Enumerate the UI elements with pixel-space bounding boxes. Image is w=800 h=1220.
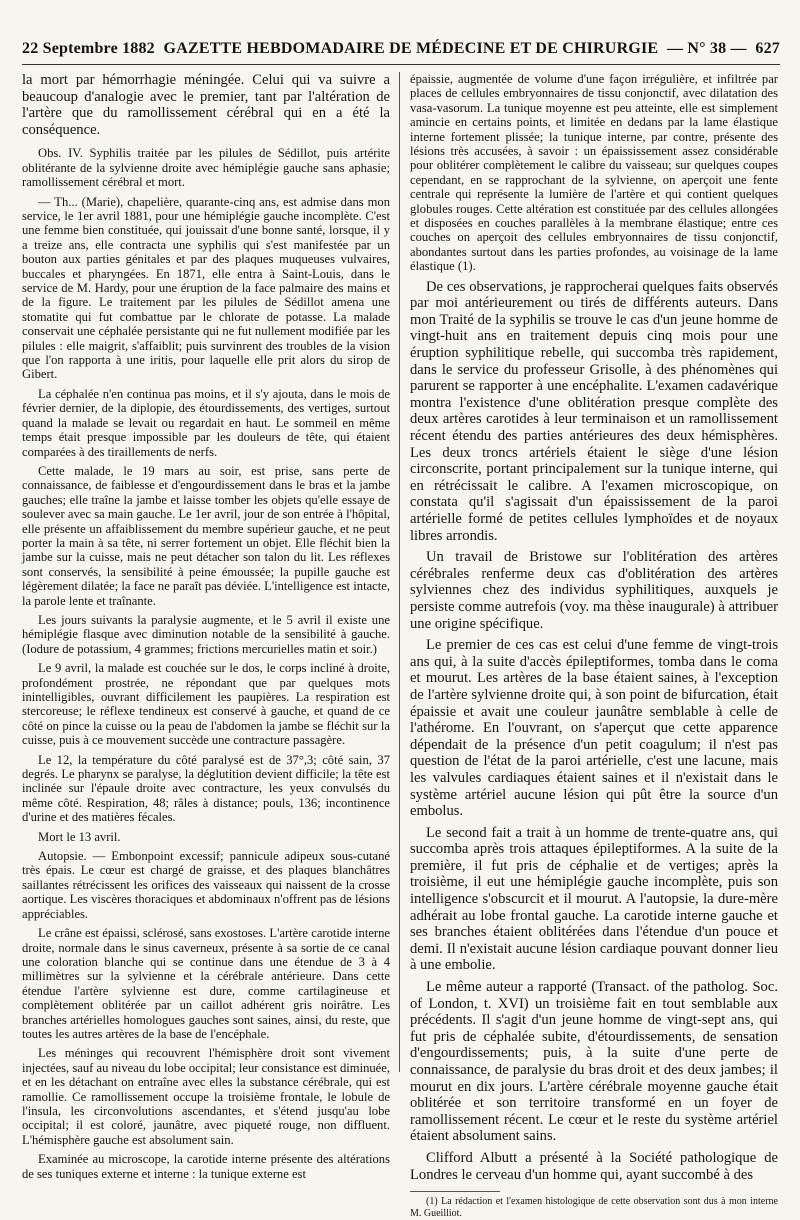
paragraph: Le 9 avril, la malade est couchée sur le dos, le corps incliné à droite, profondément prostrée, ne répondant que par quelques mots inintelligibles, ouvrant difficilement les paupières. La respiration est stercoreuse; le réflexe tendineux est conservé à gauche, et quand de ce côté on pince la cuisse ou la peau de l'abdomen la jambe se fléchit sur la cuisse, puis à ce mouvement succède une contracture passagère. <box>22 661 390 748</box>
paragraph: Le second fait a trait à un homme de trente-quatre ans, qui succomba après trois attaques épileptiformes. A la suite de la première, il fut pris de céphalie et de vertiges; après la troisième, il eut une hémiplégie gauche incomplète, puis son intelligence s'obscurcit et il mourut. A l'autopsie, la dure-mère adhérait au lobe frontal gauche. La carotide interne gauche et ses branches étaient oblitérées dans l'étendue d'un pouce et demi. Il n'existait aucune lésion cardiaque pouvant donner lieu à une embolie. <box>410 824 778 974</box>
header-date: 22 Septembre 1882 <box>22 40 155 57</box>
paragraph: Les jours suivants la paralysie augmente, et le 5 avril il existe une hémiplégie flasque avec diminution notable de la sensibilité à gauche. (Iodure de potassium, 4 grammes; frictions mercurielles matin et soir.) <box>22 612 390 656</box>
column-divider <box>399 72 400 1072</box>
paragraph: Les méninges qui recouvrent l'hémisphère droit sont vivement injectées, sauf au niveau du lobe occipital; leur consistance est diminuée, et en les détachant on entraîne avec elles la substance cérébrale, qui est ramollie. Ce ramollissement occupe la troisième frontale, le lobule de l'insula, les circonvolutions ascendantes, et s'étend jusqu'au lobe occipital; il est coloré, jaunâtre, avec piqueté rouge, non diffluent. L'hémisphère gauche est absolument sain. <box>22 1046 390 1147</box>
paragraph: Le 12, la température du côté paralysé est de 37°,3; côté sain, 37 degrés. Le pharynx se paralyse, la déglutition devient difficile; la tête est inclinée sur l'épaule droite avec contracture, les yeux convulsés du même côté. Respiration, 48; râles à distance; pouls, 136; incontinence d'urine et des matières fécales. <box>22 752 390 825</box>
header-issue: — N° 38 — <box>666 40 747 57</box>
footnote-rule <box>410 1191 500 1192</box>
paragraph: Un travail de Bristowe sur l'oblitération des artères cérébrales renferme deux cas d'oblitération des artères sylviennes chez des individus syphilitiques, auxquels je persiste comme autrefois (voy. ma thèse inaugurale) à attribuer une origine spécifique. <box>410 549 778 632</box>
paragraph: La céphalée n'en continua pas moins, et il s'y ajouta, dans le mois de février dernier, de la diplopie, des étourdissements, des vertiges, surtout quand la malade se levait ou regardait en haut. Le sommeil en même temps était presque impossible par les douleurs de tête, qui étaient comparées à des tiraillements de nerfs. <box>22 386 390 459</box>
right-column <box>410 72 778 1220</box>
paragraph: Le premier de ces cas est celui d'une femme de vingt-trois ans qui, à la suite d'accès épileptiformes, tomba dans le coma et mourut. Les artères de la base étaient saines, à l'exception de l'artère sylvienne droite qui, à son point de bifurcation, était épaissie et avait une couleur jaunâtre semblable à celle de l'athérome. En l'ouvrant, on s'aperçut que cette apparence dépendait de la présence d'un petit coagulum; il n'est pas question de l'état de la paroi artérielle, c'est une lacune, mais les valvules cardiaques étaient saines et il n'existait dans le système artériel aucune lésion qui pût être la source d'un embolus. <box>410 637 778 820</box>
paragraph: Le crâne est épaissi, sclérosé, sans exostoses. L'artère carotide interne droite, normale dans le sinus caverneux, présente à sa sortie de ce canal une coloration blanche qui se continue dans une étendue de 3 à 4 millimètres sur la sylvienne et la cérébrale antérieure. Dans cette étendue l'artère sylvienne est dure, comme cartilagineuse et complètement oblitérée par un caillot adhérent gris noirâtre. Les branches artérielles homologues gauches sont saines, ainsi, du reste, que toutes les autres artères de la base de l'encéphale. <box>22 926 390 1041</box>
paragraph: Mort le 13 avril. <box>38 829 121 844</box>
header-rule <box>22 64 780 65</box>
observation-title: Obs. IV. Syphilis traitée par les pilules de Sédillot, puis artérite oblitérante de la sylvienne droite avec hémiplégie gauche sans aphasie; ramollissement cérébral et mort. <box>22 146 390 190</box>
paragraph: épaissie, augmentée de volume d'une façon irrégulière, et infiltrée par places de cellules embryonnaires de tissu conjonctif, avec dilatation des vasa-vasorum. La tunique moyenne est peu atteinte, elle est simplement amincie en certains points, et limitée en dedans par la lame élastique interne fortement plissée; la tunique interne, par contre, présente des lésions très accusées, à savoir : un épaississement assez considérable pour oblitérer complètement le calibre du vaisseau; sur quelques coupes cependant, en se rapprochant de la sylvienne, on aperçoit une fente centrale qui représente la lumière de l'artère et qui contient quelques globules rouges. Cette altération est constituée par des cellules allongées et disposées en couches parallèles à la membrane élastique; entre ces couches on aperçoit des cellules embryonnaires de tissu conjonctif, abondantes surtout dans les parties profondes, au voisinage de la lame élastique (1). <box>410 72 778 274</box>
paragraph: Autopsie. — Embonpoint excessif; pannicule adipeux sous-cutané très épais. Le cœur est chargé de graisse, et des plaques blanchâtres saillantes rétrécissent les orifices des vaisseaux qui naissent de la crosse aortique. Les viscères thoraciques et abdominaux n'offrent pas de lésions appréciables. <box>22 849 390 921</box>
intro-paragraph: la mort par hémorrhagie méningée. Celui qui va suivre a beaucoup d'analogie avec le premier, tant par l'altération de l'artère que du ramollissement cérébral qui en a été la conséquence. <box>22 72 390 138</box>
left-column <box>22 72 390 1181</box>
paragraph: Cette malade, le 19 mars au soir, est prise, sans perte de connaissance, de faiblesse et d'engourdissement dans le bras et la jambe gauches; elle traîne la jambe et laisse tomber les objets qu'elle essaye de soulever avec sa main gauche. Le 1er avril, jour de son entrée à l'hôpital, elle présente un affaiblissement du membre supérieur gauche, et ne peut porter la main à sa tête, ni serrer fortement un objet. Elle fléchit bien la jambe sur la cuisse, mais ne peut détacher son talon du lit. Les réflexes sont conservés, la sensibilité à peine émoussée; la pupille gauche est légèrement dilatée; la face ne paraît pas déviée. L'intelligence est intacte, la parole lente et traînante. <box>22 463 390 608</box>
paragraph: De ces observations, je rapprocherai quelques faits observés par moi antérieurement ou tirés de différents auteurs. Dans mon Traité de la syphilis se trouve le cas d'un jeune homme de vingt-huit ans en traitement depuis cinq mois pour une éruption syphilitique rebelle, qui succomba très rapidement, dans le service du professeur Grisolle, à des phénomènes qui parurent se rapporter à une encéphalite. L'examen cadavérique montra l'existence d'une oblitération presque complète des deux artères carotides à leur terminaison et un ramollissement récent étendu des parties antérieures des deux hémisphères. Les deux troncs artériels étaient le siège d'une lésion circonscrite, portant principalement sur la tunique interne, qui en rétrécissait le calibre. A l'examen microscopique, on constata qu'il s'agissait d'un épaississement de la paroi artérielle formé de petites cellules lymphoïdes et de noyaux libres arrondis. <box>410 278 778 544</box>
header-page-number: 627 <box>755 40 780 57</box>
footnote: (1) La rédaction et l'examen histologique de cette observation sont dus à mon interne M. Gueilliot. <box>410 1196 778 1220</box>
paragraph: — Th... (Marie), chapelière, quarante-cinq ans, est admise dans mon service, le 1er avril 1881, pour une hémiplégie gauche incomplète. C'est une femme bien constituée, qui jouissait d'une bonne santé, lorsque, il y a treize ans, elle contracta une syphilis qui s'est manifestée par un bouton aux parties génitales et par des plaques muqueuses vulvaires, buccales et pharyngées. En 1871, elle entra à Saint-Louis, dans le service de M. Hardy, pour une éruption de la face palmaire des mains et de la figure. Le traitement par les pilules de Sédillot amena une stomatite qui fut combattue par le chlorate de potasse. La malade conservait une céphalée persistante qui ne fut nullement modifiée par les pilules : elle maigrit, s'affaiblit; puis survinrent des troubles de la vision que l'on rapporta à une iritis, pour laquelle elle prit alors du sirop de Gibert. <box>22 194 390 382</box>
paragraph: Le même auteur a rapporté (Transact. of the patholog. Soc. of London, t. XVI) un troisième fait en tout semblable aux précédents. Il s'agit d'un jeune homme de vingt-sept ans, qui fut pris de céphalée subite, d'étourdissements, de sensation d'engourdissements; puis, à la suite d'une perte de connaissance, de paralysie du bras droit et des deux jambes; il mourut en dix jours. L'artère cérébrale moyenne gauche était oblitérée et son territoire transformé en un foyer de ramollissement récent. Le cœur et le reste du système artériel étaient absolument sains. <box>410 979 778 1145</box>
paragraph: Clifford Albutt a présenté à la Société pathologique de Londres le cerveau d'un homme qui, ayant succombé à des <box>410 1149 778 1183</box>
page-header <box>22 40 780 58</box>
header-journal-title: GAZETTE HEBDOMADAIRE DE MÉDECINE ET DE CHIRURGIE <box>163 40 659 57</box>
paragraph: Examinée au microscope, la carotide interne présente des altérations de ses tuniques externe et interne : la tunique externe est <box>22 1152 390 1181</box>
